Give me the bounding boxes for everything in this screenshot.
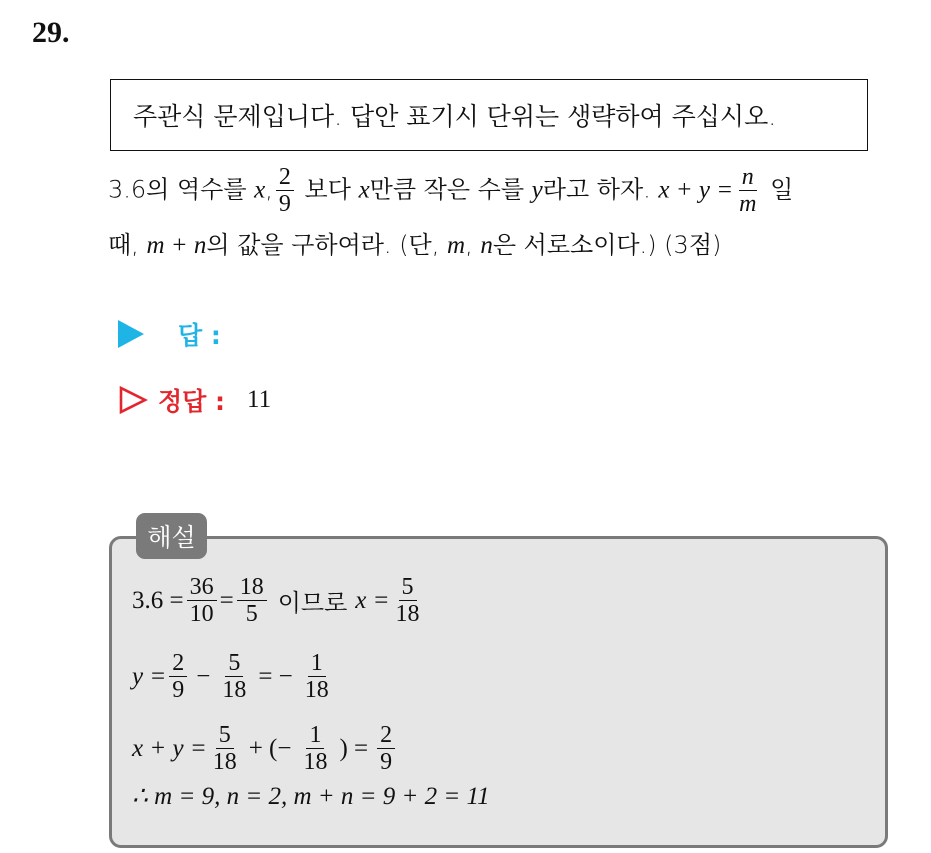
instruction-box [110, 79, 868, 151]
expr-m-plus-n: m + n [146, 232, 207, 259]
fraction-n-m: $\frac{n}{m}$ [739, 164, 757, 217]
var-x: x [254, 176, 266, 204]
solution-line-4: ∴ m = 9, n = 2, m + n = 9 + 2 = 11 [132, 783, 490, 810]
answer-label: 답 : [178, 321, 221, 350]
fraction-2-9: $\frac{2}{9}$ [276, 164, 294, 217]
correct-answer-value: 11 [247, 386, 272, 413]
question-stem-line-1: 3.6의 역수를 x, $\frac{2}{9}$ 보다 x만큼 작은 수를 y라고 하자. x + y = $\frac{n}{m}$ 일 [108, 164, 794, 217]
play-triangle-icon [118, 320, 144, 348]
question-number: 29. [32, 16, 70, 49]
stem-text: 3.6의 역수를 [108, 175, 255, 204]
correct-answer-row [118, 382, 271, 418]
solution-line-2: y = $\frac{2}{9}$ − $\frac{5}{18}$ = − $\frac{1}{18}$ [132, 650, 329, 703]
solution-line-3: x + y = $\frac{5}{18}$ + (− $\frac{1}{18}$ ) = $\frac{2}{9}$ [132, 722, 398, 775]
correct-answer-label: 정답 : [158, 387, 226, 416]
solution-line-1: 3.6 = $\frac{36}{10}$ = $\frac{18}{5}$ 이므로 x = $\frac{5}{18}$ [132, 574, 420, 627]
question-stem-line-2: 때, m + n의 값을 구하여라. (단, m, n은 서로소이다.) (3점) [108, 231, 722, 259]
outline-triangle-icon [118, 385, 148, 415]
var-y: y [531, 176, 543, 204]
answer-row [118, 316, 221, 352]
instruction-text: 주관식 문제입니다. 답안 표기시 단위는 생략하여 주십시오. [133, 102, 777, 131]
solution-tag: 해설 [136, 513, 207, 559]
equation-x-plus-y: x + y = [658, 176, 734, 204]
